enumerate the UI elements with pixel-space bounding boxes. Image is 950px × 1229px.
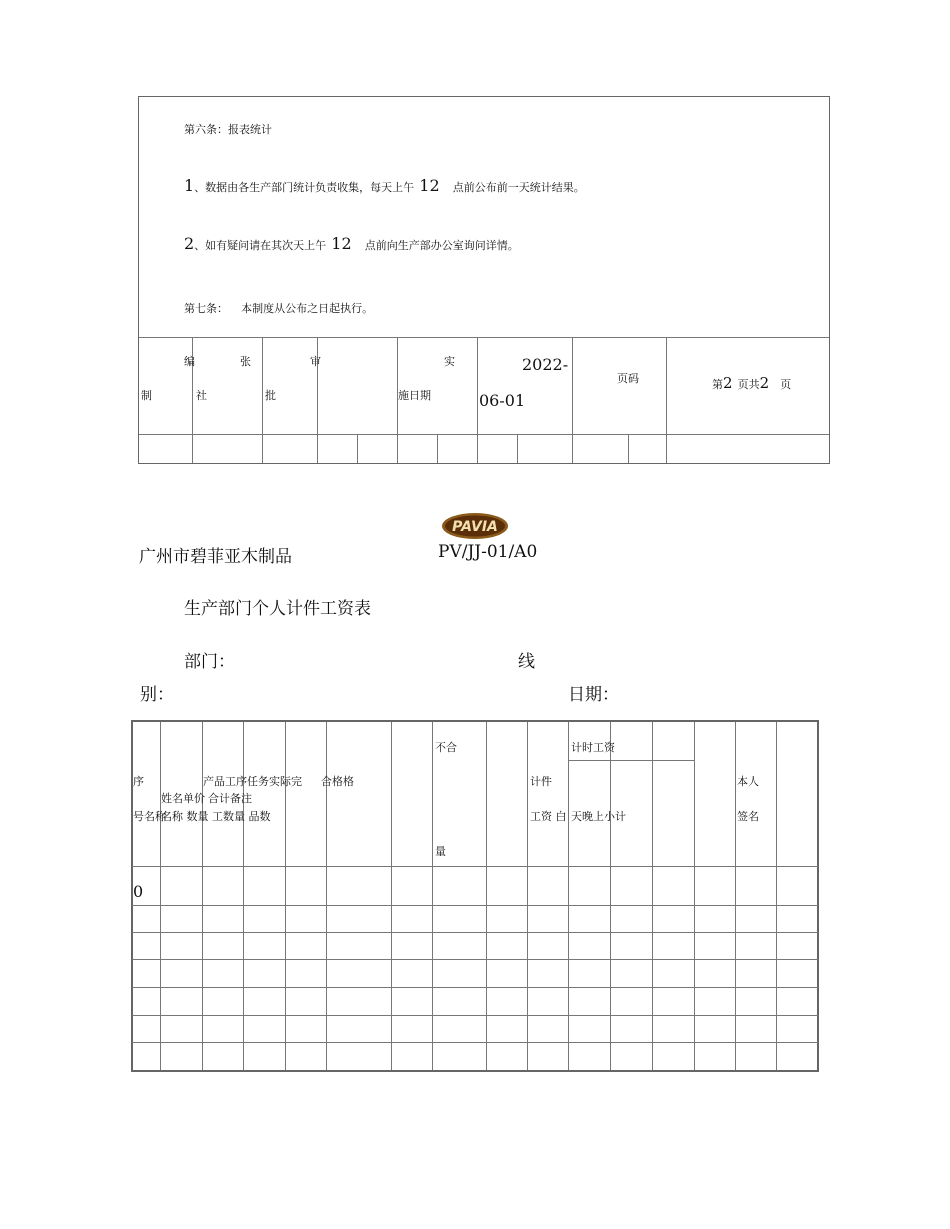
- footer-page-info: [712, 373, 791, 392]
- table-row-line: [132, 987, 818, 988]
- company-name: 广州市碧菲亚木制品: [139, 547, 292, 567]
- article7-text: 本制度从公布之日起执行。: [241, 302, 374, 315]
- page-gong: 页共: [737, 378, 760, 391]
- table-col-line: [694, 722, 695, 1070]
- th-product: 产品工序任务实际完: [203, 775, 302, 788]
- footer-zhang: 张: [240, 355, 251, 368]
- footer-vline: [572, 338, 573, 463]
- table-row-line: [132, 866, 818, 867]
- timewage-subheader-line: [568, 760, 694, 761]
- footer-pi: 批: [265, 389, 276, 402]
- footer-divider: [139, 434, 829, 435]
- footer-vline: [357, 435, 358, 463]
- footer-zhi: 制: [141, 389, 152, 402]
- footer-vline: [437, 435, 438, 463]
- table-col-line: [568, 722, 569, 1070]
- article7-label: 第七条：: [184, 302, 228, 315]
- footer-shi-date-label: 施日期: [398, 389, 431, 402]
- table-row-line: [132, 1042, 818, 1043]
- th-liang: 量: [435, 845, 446, 858]
- footer-shi: 实: [444, 355, 455, 368]
- th-xu: 序: [133, 775, 144, 788]
- table-row-line: [132, 959, 818, 960]
- article6-title: 第六条：报表统计: [184, 123, 272, 136]
- footer-vline: [628, 435, 629, 463]
- th-tian: 天晚上小计: [571, 810, 626, 823]
- table-row-line: [132, 1015, 818, 1016]
- table-col-line: [776, 722, 777, 1070]
- th-benren: 本人: [737, 775, 759, 788]
- th-jishi: 计时工资: [571, 741, 615, 754]
- line-label-b: 别：: [140, 685, 174, 705]
- article7: [184, 297, 373, 316]
- footer-bian: 编: [184, 355, 195, 368]
- logo-text: PAVIA: [452, 519, 498, 535]
- th-qualified: 合格格: [321, 775, 354, 788]
- rule-item-2: [184, 234, 519, 253]
- rule-item-1: [184, 176, 585, 195]
- page-di: 第: [712, 378, 723, 391]
- row1-first-cell: 0: [133, 882, 144, 901]
- table-col-line: [160, 722, 161, 1070]
- item1-text-post: 点前公布前一天统计结果。: [452, 181, 585, 194]
- item2-number: 2: [184, 234, 195, 253]
- table-col-line: [735, 722, 736, 1070]
- table-col-line: [432, 722, 433, 1070]
- table-row-line: [132, 905, 818, 906]
- item1-text-pre: 、数据由各生产部门统计负责收集，每天上午: [194, 181, 415, 194]
- date-label: 日期：: [568, 685, 619, 705]
- table-col-line: [610, 722, 611, 1070]
- th-heji: 合计备注: [208, 792, 252, 805]
- item2-text-post: 点前向生产部办公室询问详情。: [364, 239, 519, 252]
- page-num: 2: [723, 374, 733, 392]
- footer-vline: [666, 338, 667, 463]
- th-name-unit: 姓名单价: [161, 792, 205, 805]
- th-row3: 名称 数量 工数量 品数: [161, 810, 271, 823]
- th-buhe: 不合: [435, 741, 457, 754]
- footer-vline: [517, 435, 518, 463]
- rules-divider: [139, 337, 829, 338]
- item2-text-pre: 、如有疑问请在其次天上午: [194, 239, 327, 252]
- item1-number: 1: [184, 176, 195, 195]
- th-hao-name: 号名称: [133, 810, 166, 823]
- th-jijian: 计件: [530, 775, 552, 788]
- line-label-a: 线: [518, 652, 535, 672]
- footer-date-part2: 06-01: [479, 391, 526, 410]
- pavia-logo-icon: [441, 512, 509, 540]
- table-col-line: [652, 722, 653, 1070]
- footer-vline: [262, 338, 263, 463]
- footer-she: 社: [196, 389, 207, 402]
- item2-hour: 12: [331, 234, 352, 253]
- page-total: 2: [759, 374, 770, 392]
- footer-page-label: 页码: [617, 372, 639, 385]
- th-qianming: 签名: [737, 810, 759, 823]
- table-col-line: [527, 722, 528, 1070]
- table-row-line: [132, 932, 818, 933]
- page-ye: 页: [780, 378, 792, 391]
- item1-hour: 12: [419, 176, 440, 195]
- table-col-line: [486, 722, 487, 1070]
- footer-vline: [477, 338, 478, 463]
- doc-code: PV/JJ-01/A0: [438, 542, 538, 562]
- dept-label: 部门：: [184, 652, 235, 672]
- footer-date-part1: 2022-: [522, 355, 569, 374]
- form-title: 生产部门个人计件工资表: [184, 599, 371, 619]
- footer-shen: 审: [310, 355, 321, 368]
- th-gongzi-bai: 工资 白: [530, 810, 567, 823]
- table-col-line: [391, 722, 392, 1070]
